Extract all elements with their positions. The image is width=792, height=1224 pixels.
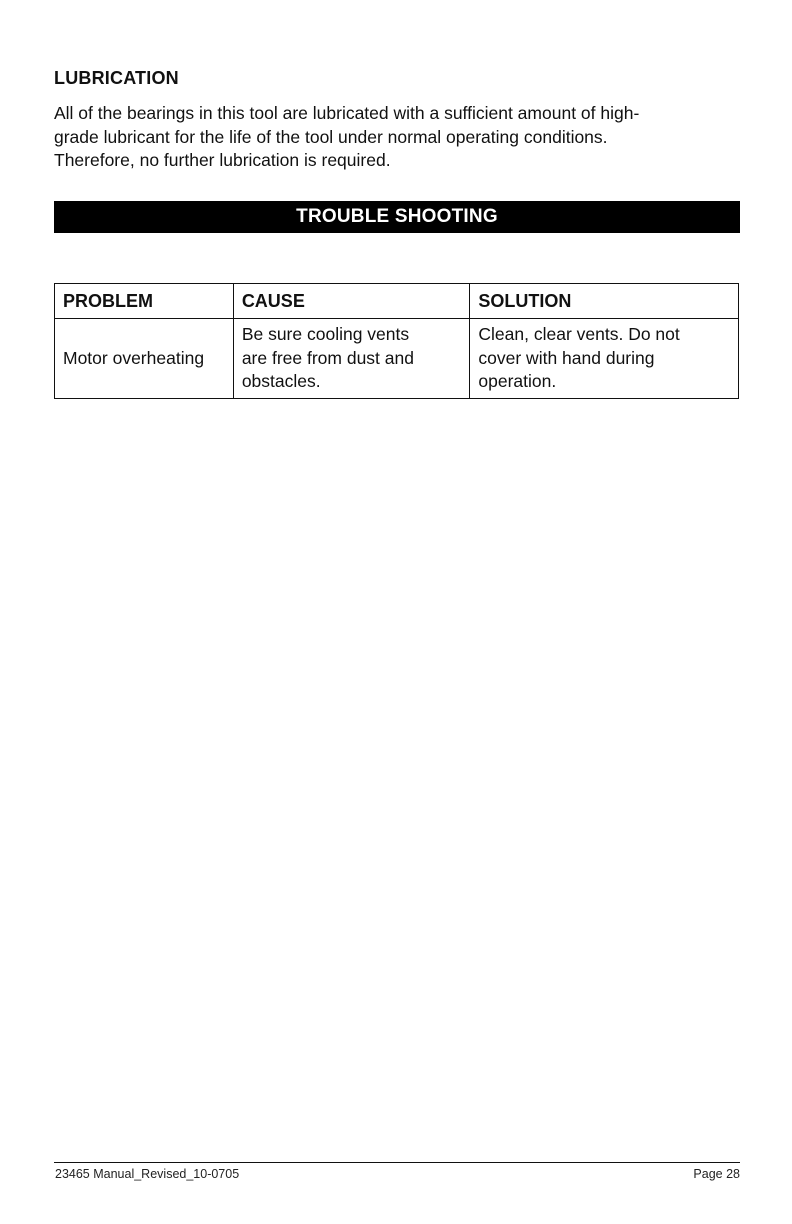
problem-text: Motor overheating [63, 347, 205, 368]
solution-line: Clean, clear vents. Do not [478, 324, 680, 345]
solution-line: operation. [478, 371, 557, 392]
cause-line: are free from dust and [241, 347, 414, 368]
column-header-problem: PROBLEM [55, 284, 234, 319]
footer-divider [54, 1162, 740, 1163]
lubrication-line: All of the bearings in this tool are lubricated with a sufficient amount of high- [54, 103, 640, 123]
troubleshooting-banner: TROUBLE SHOOTING [54, 201, 740, 233]
cause-line: obstacles. [241, 371, 321, 392]
table-header-row [55, 284, 739, 319]
solution-line: cover with hand during [478, 347, 655, 368]
cause-line: Be sure cooling vents [241, 324, 410, 345]
lubrication-line: Therefore, no further lubrication is required. [54, 150, 391, 170]
column-header-cause: CAUSE [233, 284, 470, 319]
lubrication-line: grade lubricant for the life of the tool under normal operating conditions. [54, 126, 608, 147]
troubleshooting-table [54, 283, 739, 399]
solution-cell [470, 319, 739, 399]
column-header-solution: SOLUTION [470, 284, 739, 319]
footer-page-number: Page 28 [693, 1167, 740, 1181]
footer-document-id: 23465 Manual_Revised_10-0705 [55, 1167, 240, 1181]
lubrication-heading: LUBRICATION [54, 68, 179, 88]
table-row [55, 319, 739, 399]
problem-cell [55, 319, 234, 399]
lubrication-paragraph [54, 102, 744, 173]
cause-cell [233, 319, 470, 399]
